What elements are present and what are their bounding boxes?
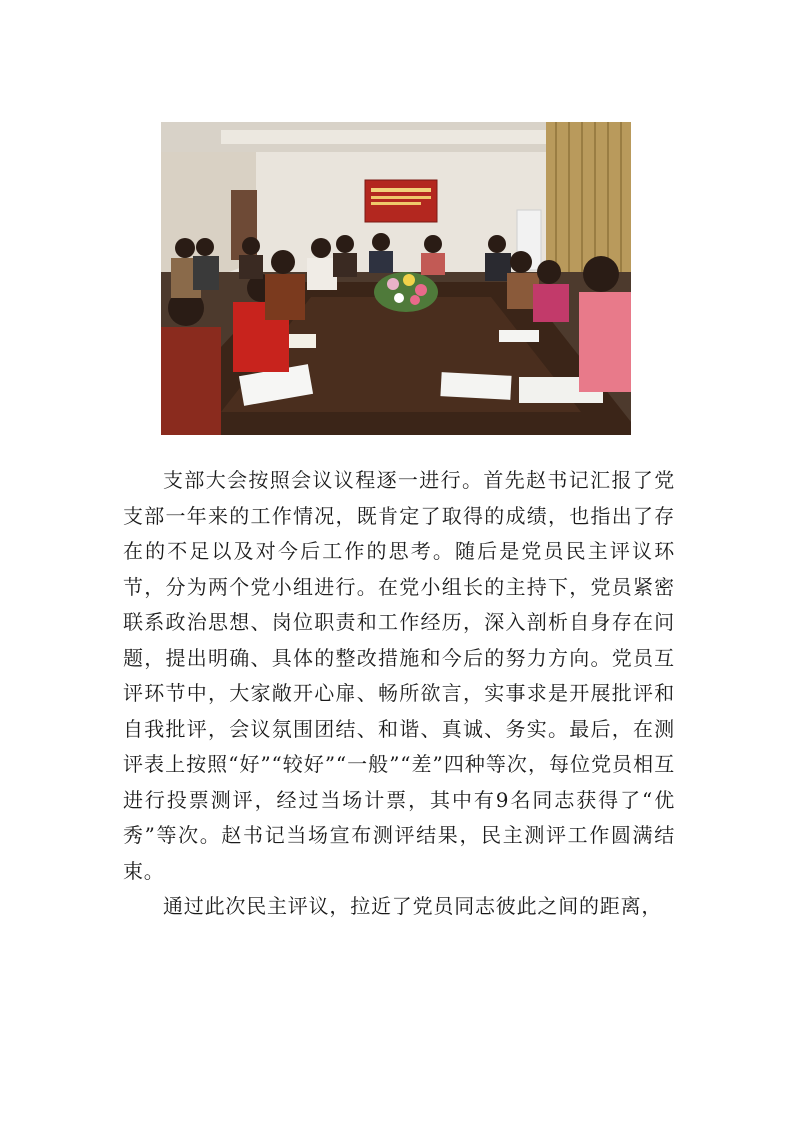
meeting-photo [161,122,631,435]
article-body [123,463,675,925]
meeting-photo-illustration [161,122,631,435]
paragraph-1: 支部大会按照会议议程逐一进行。首先赵书记汇报了党支部一年来的工作情况，既肯定了取得的成绩，也指出了存在的不足以及对今后工作的思考。随后是党员民主评议环节，分为两个党小组进行。在党小组长的主持下，党员紧密联系政治思想、岗位职责和工作经历，深入剖析自身存在问题，提出明确、具体的整改措施和今后的努力方向。党员互评环节中，大家敞开心扉、畅所欲言，实事求是开展批评和自我批评，会议氛围团结、和谐、真诚、务实。最后，在测评表上按照“好”“较好”“一般”“差”四种等次，每位党员相互进行投票测评，经过当场计票，其中有9名同志获得了“优秀”等次。赵书记当场宣布测评结果，民主测评工作圆满结束。 [123,468,675,883]
paragraph-2: 通过此次民主评议，拉近了党员同志彼此之间的距离， [163,894,663,918]
